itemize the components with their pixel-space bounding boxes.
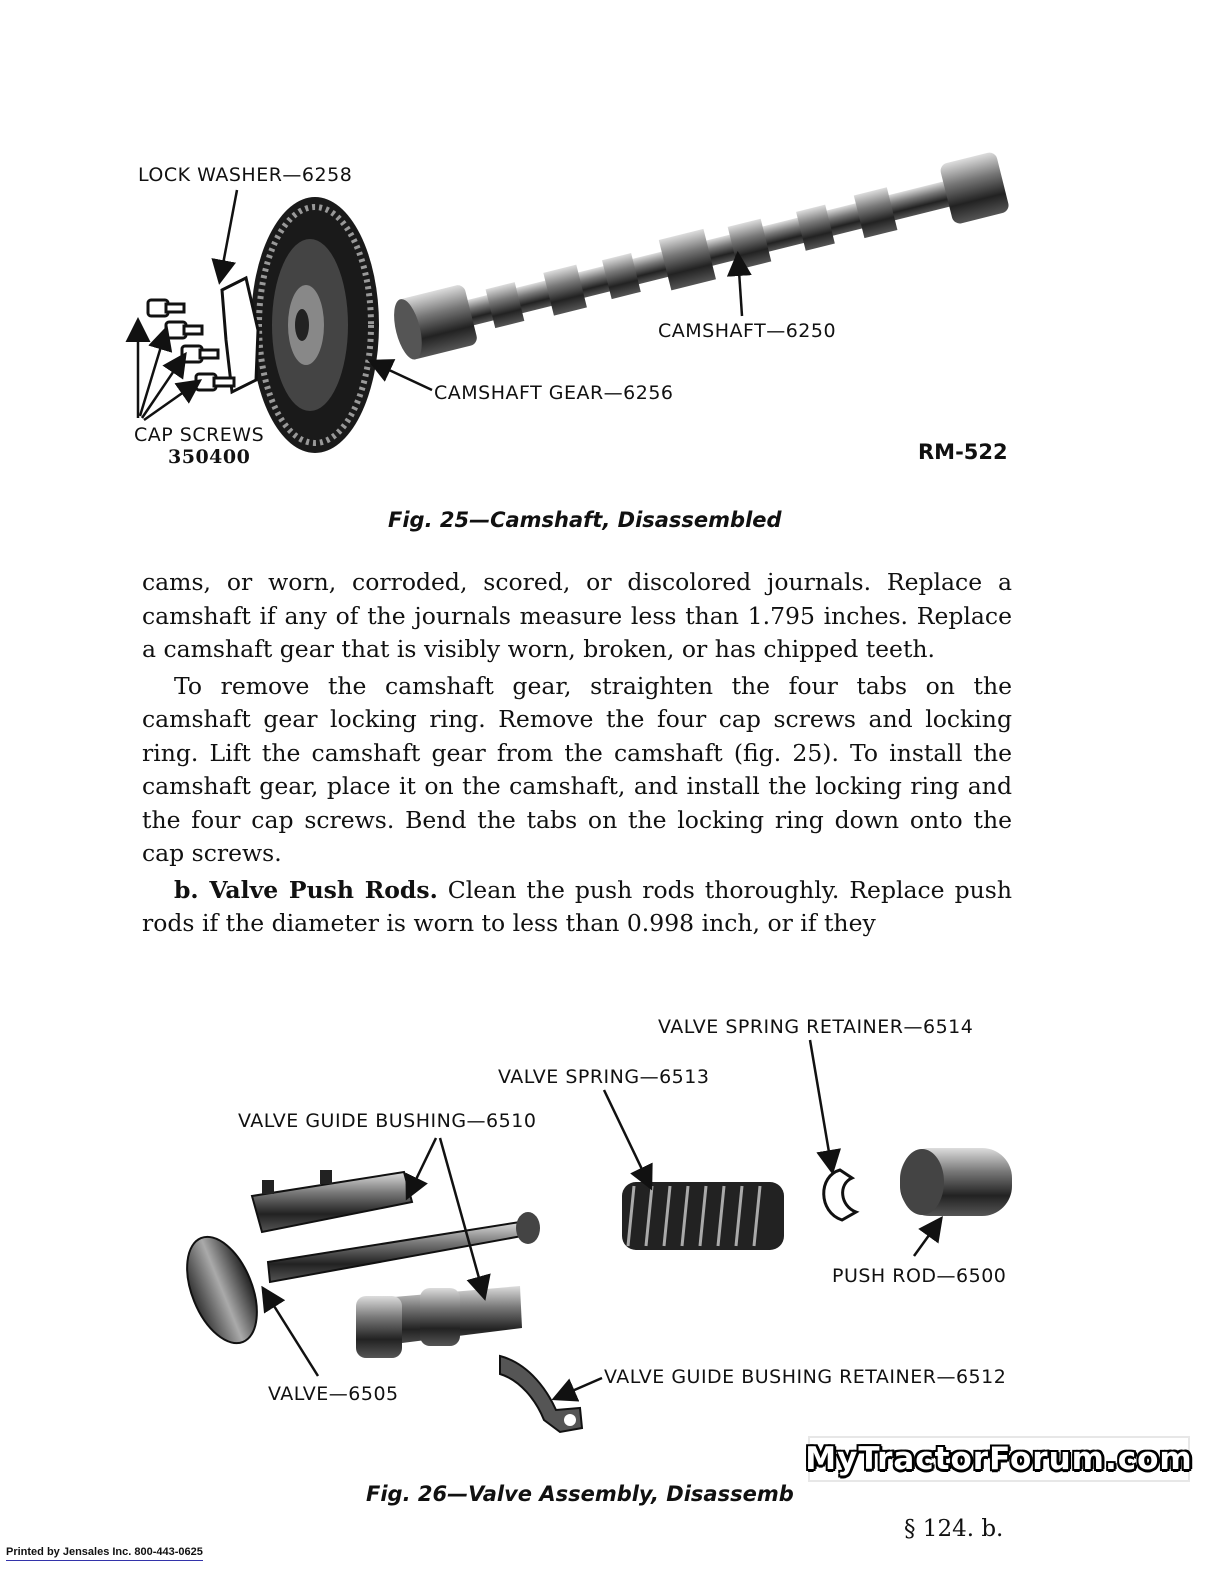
valve-spring-drawing (622, 1182, 784, 1250)
bushing-pair-drawing (356, 1286, 522, 1358)
figure-26-caption: Fig. 26—Valve Assembly, Disassemb (366, 1482, 794, 1506)
section-number: § 124. b. (904, 1516, 1004, 1542)
camshaft-label: CAMSHAFT—6250 (658, 320, 837, 342)
valve-guide-bushing-retainer-label: VALVE GUIDE BUSHING RETAINER—6512 (604, 1366, 1007, 1388)
camshaft-gear-label: CAMSHAFT GEAR—6256 (434, 382, 674, 404)
valve-label: VALVE—6505 (268, 1383, 399, 1405)
valve-spring-retainer-drawing (824, 1170, 856, 1220)
cap-screws-label: CAP SCREWS (134, 424, 265, 446)
valve-guide-bushing-retainer-drawing (500, 1356, 582, 1432)
valve-spring-label: VALVE SPRING—6513 (498, 1066, 710, 1088)
push-rod-label: PUSH ROD—6500 (832, 1265, 1007, 1287)
valve-guide-bushing-drawing (252, 1170, 412, 1232)
paragraph-3-heading: b. Valve Push Rods. (174, 875, 438, 904)
paragraph-2: To remove the camshaft gear, straighten the four tabs on the camshaft gear locking ring. Remove the four cap screws and locking ring. Lift the camshaft gear from the camshaft (fig. 25). To install the camshaft gear, place it on the camshaft, and install the locking ring and the four cap screws. Bend the tabs on the locking ring down onto the cap screws. (142, 671, 1012, 867)
watermark-text: MyTractorForum.com (805, 1441, 1193, 1477)
watermark-logo (805, 1436, 1193, 1482)
lock-washer-label: LOCK WASHER—6258 (138, 164, 353, 186)
cap-screws-number: 350400 (168, 446, 251, 468)
paragraph-3-text: Clean the push rods thoroughly. Replace push rods if the diameter is worn to less than 0.998 inch, or if they (142, 875, 1012, 937)
printer-credit: Printed by Jensales Inc. 800-443-0625 (6, 1546, 203, 1561)
lock-washer-drawing (222, 278, 258, 392)
body-text (142, 566, 1012, 944)
rm-code: RM-522 (918, 440, 1008, 464)
paragraph-3 (142, 874, 1012, 941)
paragraph-1: cams, or worn, corroded, scored, or discolored journals. Replace a camshaft if any of the journals measure less than 1.795 inches. Replace a camshaft gear that is visibly worn, broken, or has chipped teeth. (142, 568, 1012, 663)
figure-25-caption: Fig. 25—Camshaft, Disassembled (388, 508, 782, 532)
push-rod-drawing (900, 1148, 1012, 1216)
camshaft-gear-drawing (251, 197, 379, 453)
valve-guide-bushing-label: VALVE GUIDE BUSHING—6510 (238, 1110, 537, 1132)
valve-spring-retainer-label: VALVE SPRING RETAINER—6514 (658, 1016, 974, 1038)
